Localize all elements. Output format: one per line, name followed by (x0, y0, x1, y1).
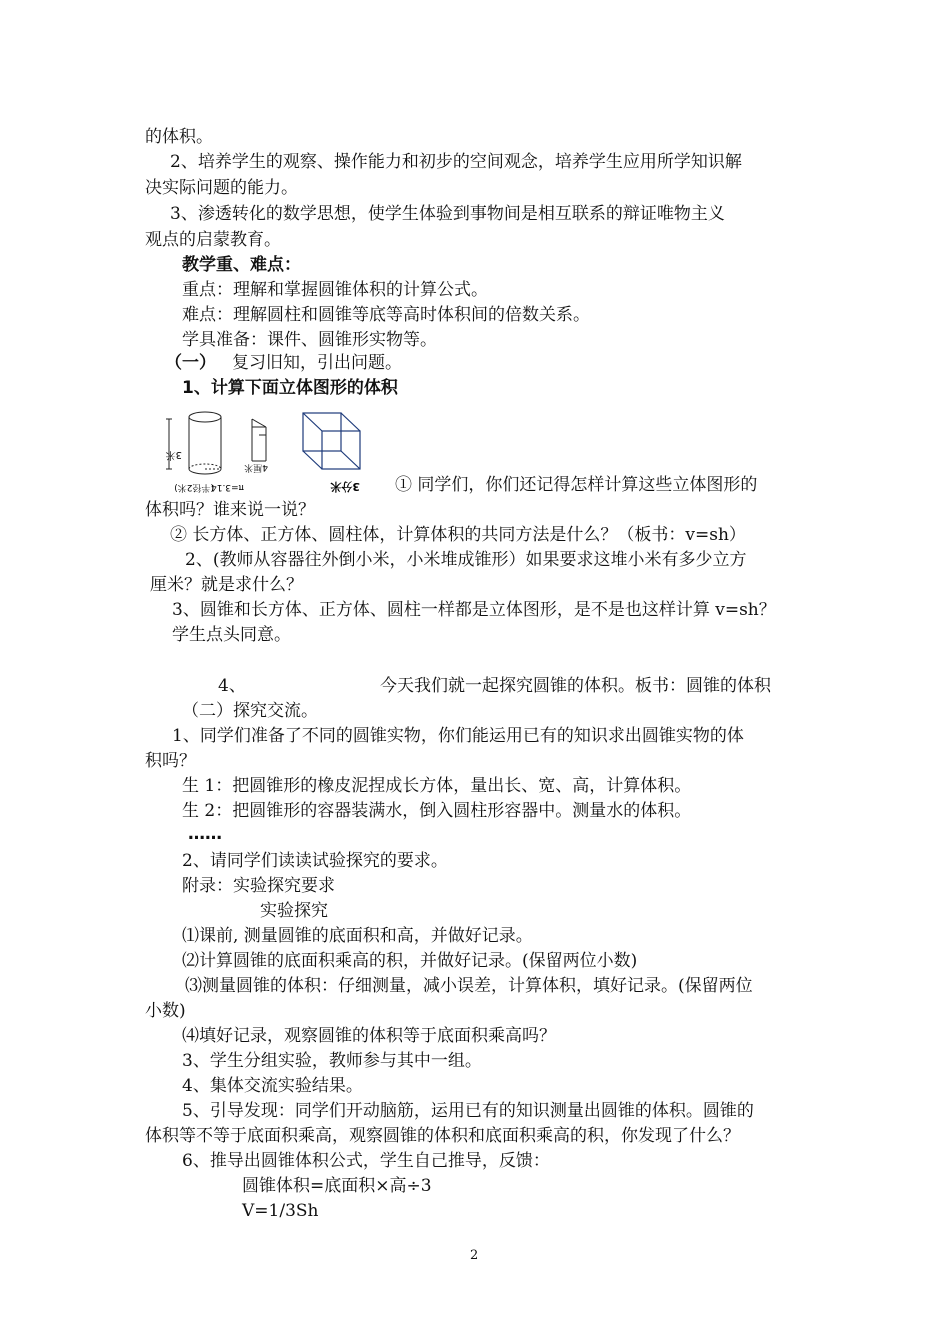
text-line: 6、推导出圆锥体积公式，学生自己推导，反馈： (182, 1151, 550, 1171)
ellipsis: …… (188, 824, 222, 844)
text-line: 积吗？ (145, 751, 196, 771)
cylinder-radius-label: (半径2米) (174, 482, 214, 492)
text-line: 4、集体交流实验结果。 (182, 1076, 363, 1096)
page-number: 2 (470, 1248, 479, 1263)
formula-line: V=1/3Sh (242, 1201, 319, 1221)
text-line: （二）探究交流。 (182, 701, 318, 721)
text-line: 生 1：把圆锥形的橡皮泥捏成长方体，量出长、宽、高，计算体积。 (182, 776, 692, 796)
text-line: 的体积。 (145, 127, 213, 147)
text-line: ② 长方体、正方体、圆柱体，计算体积的共同方法是什么？（板书：v=sh） (170, 525, 746, 545)
pi-label: π=3.14 (211, 482, 244, 492)
text-line: 附录：实验探究要求 (182, 876, 335, 896)
text-line: 3、圆锥和长方体、正方体、圆柱一样都是立体图形，是不是也这样计算 v=sh？ (172, 600, 776, 620)
text-line: 实验探究 (260, 901, 328, 921)
text-line: 2、培养学生的观察、操作能力和初步的空间观念，培养学生应用所学知识解 (170, 152, 742, 172)
subsection-heading: 1、计算下面立体图形的体积 (182, 378, 398, 398)
cube-label: 3分米 (330, 480, 360, 493)
text-line: 观点的启蒙教育。 (145, 230, 281, 250)
text-line: 生 2：把圆锥形的容器装满水，倒入圆柱形容器中。测量水的体积。 (182, 801, 692, 821)
text-line: 4、 (218, 676, 246, 696)
text-line: 3、渗透转化的数学思想，使学生体验到事物间是相互联系的辩证唯物主义 (170, 204, 725, 224)
prism-label: 4厘米 (244, 462, 268, 472)
text-line: 小数) (145, 1001, 186, 1021)
section-number: （一） (165, 353, 216, 373)
text-line: ⑶测量圆锥的体积：仔细测量，减小误差，计算体积，填好记录。(保留两位 (185, 976, 753, 996)
text-line: ⑷填好记录，观察圆锥的体积等于底面积乘高吗？ (182, 1026, 556, 1046)
text-line: 2、(教师从容器往外倒小米，小米堆成锥形）如果要求这堆小米有多少立方 (185, 550, 747, 570)
text-line: 今天我们就一起探究圆锥的体积。板书：圆锥的体积 (380, 676, 771, 696)
text-line: 决实际问题的能力。 (145, 178, 298, 198)
text-line: 体积吗？谁来说一说？ (145, 500, 315, 520)
text-line: 3、学生分组实验，教师参与其中一组。 (182, 1051, 482, 1071)
text-line: 体积等不等于底面积乘高，观察圆锥的体积和底面积乘高的积，你发现了什么？ (145, 1126, 740, 1146)
text-line: ① 同学们，你们还记得怎样计算这些立体图形的 (395, 475, 758, 495)
formula-line: 圆锥体积=底面积×高÷3 (242, 1176, 432, 1196)
cylinder-figure (166, 412, 221, 474)
text-line: 5、引导发现：同学们开动脑筋，运用已有的知识测量出圆锥的体积。圆锥的 (182, 1101, 754, 1121)
text-line: ⑴课前, 测量圆锥的底面积和高，并做好记录。 (182, 926, 533, 946)
text-line: 重点：理解和掌握圆锥体积的计算公式。 (182, 280, 488, 300)
text-line: 厘米？就是求什么？ (150, 575, 303, 595)
solid-figures (160, 405, 380, 497)
section-heading: 教学重、难点： (182, 255, 301, 275)
text-line: 1、同学们准备了不同的圆锥实物，你们能运用已有的知识求出圆锥实物的体 (172, 726, 744, 746)
section-title: 复习旧知，引出问题。 (232, 353, 402, 373)
text-line: 学具准备：课件、圆锥形实物等。 (182, 330, 437, 350)
text-line: 2、请同学们读读试验探究的要求。 (182, 851, 448, 871)
cube-figure (303, 413, 360, 469)
prism-figure (252, 419, 266, 461)
text-line: 难点：理解圆柱和圆锥等底等高时体积间的倍数关系。 (182, 305, 590, 325)
text-line: ⑵计算圆锥的底面积乘高的积，并做好记录。(保留两位小数) (182, 951, 638, 971)
cylinder-height-label: 3米 (165, 449, 182, 460)
text-line: 学生点头同意。 (172, 625, 291, 645)
